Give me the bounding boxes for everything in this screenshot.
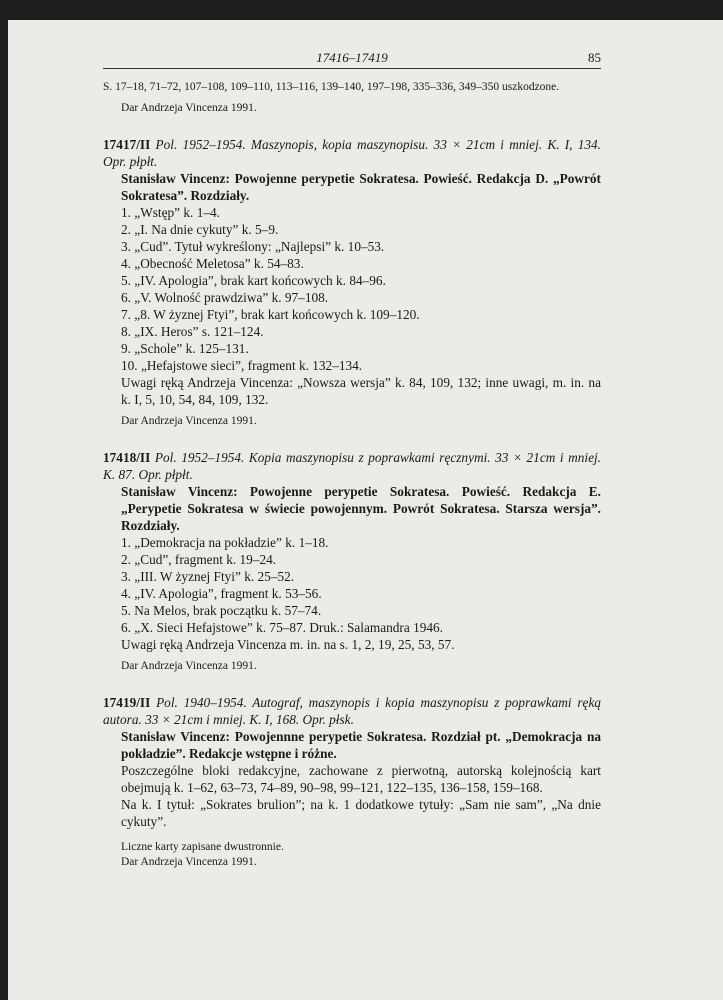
catalog-content: [103, 80, 601, 870]
list-item: 1. „Demokracja na pokładzie” k. 1–18.: [121, 535, 329, 550]
damaged-pages: S. 17–18, 71–72, 107–108, 109–110, 113–116, 139–140, 197–198, 335–336, 349–350 uszkodzone.: [103, 81, 560, 93]
entry-title: Stanisław Vincenz: Powojenne perypetie Sokratesa. Powieść. Redakcja E. „Perypetie Sokratesa w świecie powojennym. Powrót Sokratesa. Starsza wersja”. Rozdziały.: [121, 484, 601, 533]
list-item: 6. „V. Wolność prawdziwa” k. 97–108.: [121, 290, 329, 305]
running-title: 17416–17419: [316, 50, 388, 65]
entry-description: Pol. 1952–1954. Kopia maszynopisu z poprawkami ręcznymi. 33 × 21cm i mniej. K. 87. Opr. płpłt.: [103, 450, 601, 482]
entry-17419: [103, 694, 601, 870]
entry-header: [103, 136, 601, 170]
remarks: Uwagi ręką Andrzeja Vincenza m. in. na s. 1, 2, 19, 25, 53, 57.: [121, 637, 455, 652]
entry-id: 17417/II: [103, 137, 151, 152]
list-item: 10. „Hefajstowe sieci”, fragment k. 132–134.: [121, 358, 363, 373]
list-item: 9. „Schole” k. 125–131.: [121, 341, 249, 356]
page-number: 85: [588, 50, 601, 65]
remarks: Uwagi ręką Andrzeja Vincenza: „Nowsza wersja” k. 84, 109, 132; inne uwagi, m. in. na k. I, 5, 10, 54, 84, 109, 132.: [121, 375, 601, 407]
entry-header: [103, 694, 601, 728]
gift-note: Dar Andrzeja Vincenza 1991.: [121, 415, 257, 427]
entry-id: 17419/II: [103, 695, 151, 710]
list-item: 3. „III. W żyznej Ftyi” k. 25–52.: [121, 569, 295, 584]
list-item: 1. „Wstęp” k. 1–4.: [121, 205, 220, 220]
list-item: 3. „Cud”. Tytuł wykreślony: „Najlepsi” k. 10–53.: [121, 239, 385, 254]
list-item: 5. Na Melos, brak początku k. 57–74.: [121, 603, 322, 618]
chapter-list: [103, 534, 601, 636]
list-item: 4. „IV. Apologia”, fragment k. 53–56.: [121, 586, 322, 601]
entry-17417: [103, 136, 601, 429]
list-item: 2. „Cud”, fragment k. 19–24.: [121, 552, 277, 567]
list-item: 6. „X. Sieci Hefajstowe” k. 75–87. Druk.: Salamandra 1946.: [121, 620, 444, 635]
page-header: [103, 48, 601, 69]
chapter-list: [103, 204, 601, 374]
entry-description: Pol. 1940–1954. Autograf, maszynopis i kopia maszynopisu z poprawkami ręką autora. 33 × 21cm i mniej. K. I, 168. Opr. płsk.: [103, 695, 601, 727]
gift-note: Dar Andrzeja Vincenza 1991.: [121, 660, 257, 672]
list-item: 7. „8. W żyznej Ftyi”, brak kart końcowych k. 109–120.: [121, 307, 420, 322]
entry-17418: [103, 449, 601, 674]
entry-continued: [103, 80, 601, 116]
entry-title: Stanisław Vincenz: Powojenne perypetie Sokratesa. Powieść. Redakcja D. „Powrót Sokratesa”. Rozdziały.: [121, 171, 601, 203]
gift-note: Dar Andrzeja Vincenza 1991.: [121, 856, 257, 868]
list-item: 2. „I. Na dnie cykuty” k. 5–9.: [121, 222, 279, 237]
list-item: 8. „IX. Heros” s. 121–124.: [121, 324, 264, 339]
entry-id: 17418/II: [103, 450, 151, 465]
list-item: 5. „IV. Apologia”, brak kart końcowych k. 84–96.: [121, 273, 386, 288]
entry-description: Pol. 1952–1954. Maszynopis, kopia maszynopisu. 33 × 21cm i mniej. K. I, 134. Opr. płpłt.: [103, 137, 601, 169]
note: Liczne karty zapisane dwustronnie.: [121, 841, 284, 853]
description-paragraph: Poszczególne bloki redakcyjne, zachowane z pierwotną, autorską kolejnością kart obejmują k. 1–62, 63–73, 74–89, 90–98, 99–121, 122–135, 136–158, 159–168.: [121, 763, 601, 795]
description-paragraph: Na k. I tytuł: „Sokrates brulion”; na k. 1 dodatkowe tytuły: „Sam nie sam”, „Na dnie cykuty”.: [121, 797, 601, 829]
entry-header: [103, 449, 601, 483]
list-item: 4. „Obecność Meletosa” k. 54–83.: [121, 256, 304, 271]
entry-title: Stanisław Vincenz: Powojennne perypetie Sokratesa. Rozdział pt. „Demokracja na pokładzie”. Redakcje wstępne i różne.: [121, 729, 601, 761]
gift-note: Dar Andrzeja Vincenza 1991.: [121, 102, 257, 114]
